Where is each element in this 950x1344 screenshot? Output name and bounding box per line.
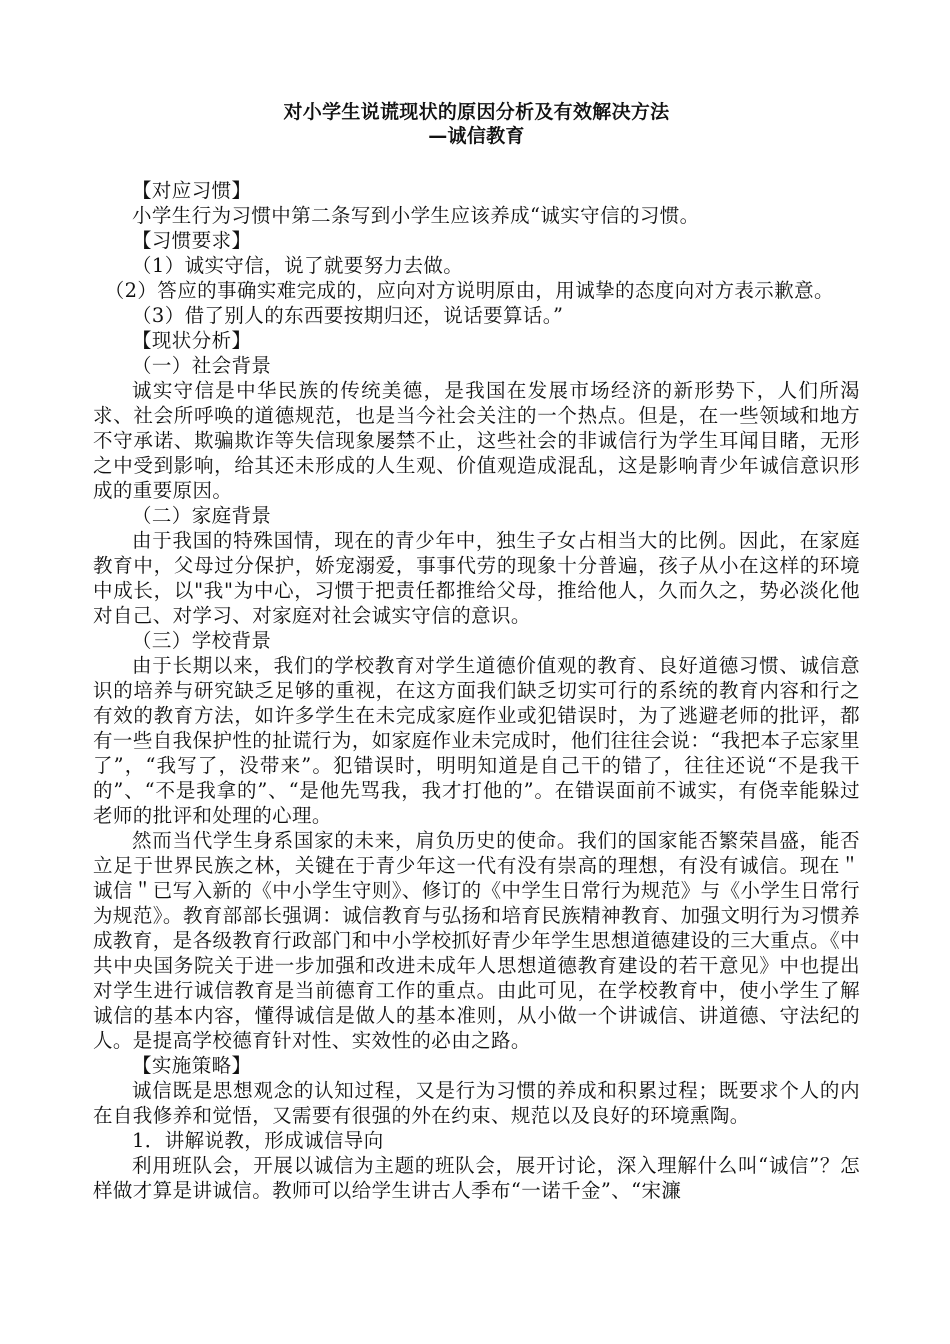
paragraph-family: 由于我国的特殊国情，现在的青少年中，独生子女占相当大的比例。因此，在家庭教育中，父母过分保护，娇宠溺爱，事事代劳的现象十分普遍，孩子从小在这样的环境中成长，以"我"为中心，习惯于把责任都推给父母，推给他人，久而久之，势必淡化他对自己、对学习、对家庭对社会诚实守信的意识。 bbox=[93, 529, 860, 627]
paragraph-future: 然而当代学生身系国家的未来，肩负历史的使命。我们的国家能否繁荣昌盛，能否立足于世界民族之林，关键在于青少年这一代有没有崇高的理想，有没有诚信。现在＂诚信＂已写入新的《中小学生守则》、修订的《中学生日常行为规范》与《小学生日常行为规范》。教育部部长强调：诚信教育与弘扬和培育民族精神教育、加强文明行为习惯养成教育，是各级教育行政部门和中小学校抓好青少年学生思想道德建设的三大重点。《中共中央国务院关于进一步加强和改进未成年人思想道德教育建设的若干意见》中也提出对学生进行诚信教育是当前德育工作的重点。由此可见，在学校教育中，使小学生了解诚信的基本内容，懂得诚信是做人的基本准则，从小做一个讲诚信、讲道德、守法纪的人。是提高学校德育针对性、实效性的必由之路。 bbox=[93, 829, 860, 1052]
document-title bbox=[93, 100, 860, 148]
paragraph-habit-text: 小学生行为习惯中第二条写到小学生应该养成“诚实守信的习惯。 bbox=[132, 204, 700, 227]
paragraph-school: 由于长期以来，我们的学校教育对学生道德价值观的教育、良好道德习惯、诚信意识的培养与研究缺乏足够的重视，在这方面我们缺乏切实可行的系统的教育内容和行之有效的教育方法，如许多学生在未完成家庭作业或犯错误时，为了逃避老师的批评，都有一些自我保护性的扯谎行为，如家庭作业未完成时，他们往往会说：“我把本子忘家里了”，“我写了，没带来”。犯错误时，明明知道是自己干的错了，往往还说“不是我干的”、“不是我拿的”、“是他先骂我，我才打他的”。在错误面前不诚实，有侥幸能躲过老师的批评和处理的心理。 bbox=[93, 654, 860, 827]
section-heading-strategy: 【实施策略】 bbox=[132, 1054, 252, 1077]
title-line-1: 对小学生说谎现状的原因分析及有效解决方法 bbox=[283, 101, 670, 123]
section-heading-habit: 【对应习惯】 bbox=[132, 179, 252, 202]
paragraph-strategy: 诚信既是思想观念的认知过程，又是行为习惯的养成和积累过程；既要求个人的内在自我修养和觉悟，又需要有很强的外在约束、规范以及良好的环境熏陶。 bbox=[93, 1079, 860, 1127]
strategy-item-1-heading: 1．讲解说教，形成诚信导向 bbox=[132, 1129, 384, 1152]
requirement-item-2: （2）答应的事确实难完成的，应向对方说明原由，用诚挚的态度向对方表示歉意。 bbox=[104, 279, 834, 302]
requirement-item-1: （1）诚实守信，说了就要努力去做。 bbox=[132, 254, 464, 277]
section-heading-analysis: 【现状分析】 bbox=[132, 329, 252, 352]
document-body bbox=[93, 178, 860, 1203]
subheading-school: （三）学校背景 bbox=[132, 629, 272, 652]
subheading-family: （二）家庭背景 bbox=[132, 504, 272, 527]
requirement-item-3: （3）借了别人的东西要按期归还，说话要算话。” bbox=[132, 304, 564, 327]
section-heading-requirements: 【习惯要求】 bbox=[132, 229, 252, 252]
subheading-social: （一）社会背景 bbox=[132, 354, 272, 377]
paragraph-social: 诚实守信是中华民族的传统美德，是我国在发展市场经济的新形势下，人们所渴求、社会所呼唤的道德规范，也是当今社会关注的一个热点。但是，在一些领域和地方不守承诺、欺骗欺诈等失信现象屡禁不止，这些社会的非诚信行为学生耳闻目睹，无形之中受到影响，给其还未形成的人生观、价值观造成混乱，这是影响青少年诚信意识形成的重要原因。 bbox=[93, 379, 860, 502]
paragraph-strategy-item-1: 利用班队会，开展以诚信为主题的班队会，展开讨论，深入理解什么叫“诚信”？怎样做才算是讲诚信。教师可以给学生讲古人季布“一诺千金”、“宋濂 bbox=[93, 1154, 860, 1202]
title-line-2: —诚信教育 bbox=[428, 125, 525, 147]
